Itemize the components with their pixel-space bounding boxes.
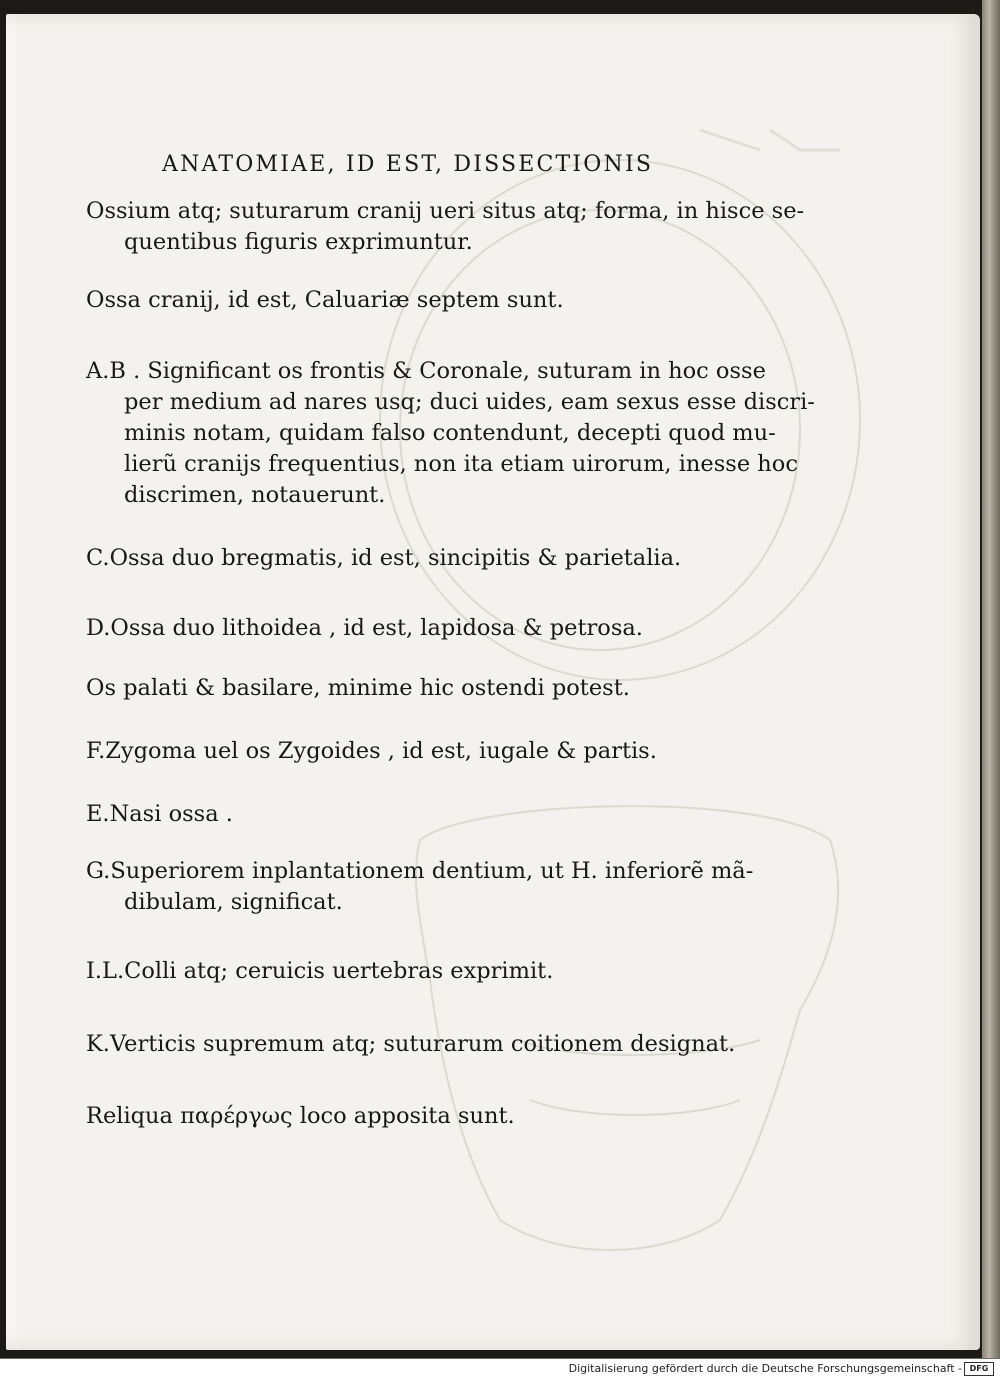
page-edge <box>982 0 1000 1358</box>
text-line: Ossium atq; suturarum cranij ueri situs atq; forma, in hisce se- <box>86 198 805 224</box>
text-line: E.Nasi ossa . <box>86 801 233 827</box>
text-line: K.Verticis supremum atq; suturarum coitionem designat. <box>86 1031 736 1057</box>
paragraph-f <box>86 736 657 767</box>
text-line: D.Ossa duo lithoidea , id est, lapidosa & petrosa. <box>86 615 643 641</box>
text-line: Os palati & basilare, minime hic ostendi potest. <box>86 675 630 701</box>
text-line: A.B . Significant os frontis & Coronale, suturam in hoc osse <box>86 358 766 384</box>
text-line: Ossa cranij, id est, Caluariæ septem sunt. <box>86 287 564 313</box>
dfg-logo: DFG <box>964 1362 994 1376</box>
paragraph-ossa-cranii <box>86 285 564 316</box>
running-head: ANATOMIAE, ID EST, DISSECTIONIS <box>162 152 654 177</box>
paragraph-g <box>86 856 753 918</box>
funding-notice: Digitalisierung gefördert durch die Deutsche Forschungsgemeinschaft - <box>568 1362 962 1375</box>
text-line: C.Ossa duo bregmatis, id est, sincipitis & parietalia. <box>86 545 682 571</box>
text-line: F.Zygoma uel os Zygoides , id est, iugale & partis. <box>86 738 657 764</box>
text-line: dibulam, significat. <box>124 889 343 915</box>
text-line: minis notam, quidam falso contendunt, decepti quod mu- <box>124 420 776 446</box>
text-line: discrimen, notauerunt. <box>124 482 386 508</box>
paragraph-k <box>86 1029 735 1060</box>
paragraph-e <box>86 799 233 830</box>
paragraph-reliqua <box>86 1101 515 1132</box>
paragraph-d <box>86 613 643 644</box>
text-line: Reliqua παρέργως loco apposita sunt. <box>86 1103 515 1129</box>
footer-bar <box>0 1358 1000 1378</box>
paragraph-ab <box>86 356 815 511</box>
paragraph-os-palati <box>86 673 630 704</box>
text-line: I.L.Colli atq; ceruicis uertebras exprimit. <box>86 958 554 984</box>
paragraph-c <box>86 543 681 574</box>
text-line: quentibus figuris exprimuntur. <box>124 229 473 255</box>
paragraph-il <box>86 956 553 987</box>
paragraph-intro <box>86 196 804 258</box>
text-line: G.Superiorem inplantationem dentium, ut H. inferiorẽ mã- <box>86 858 754 884</box>
text-line: per medium ad nares usq; duci uides, eam sexus esse discri- <box>124 389 815 415</box>
text-line: lierũ cranijs frequentius, non ita etiam uirorum, inesse hoc <box>124 451 798 477</box>
